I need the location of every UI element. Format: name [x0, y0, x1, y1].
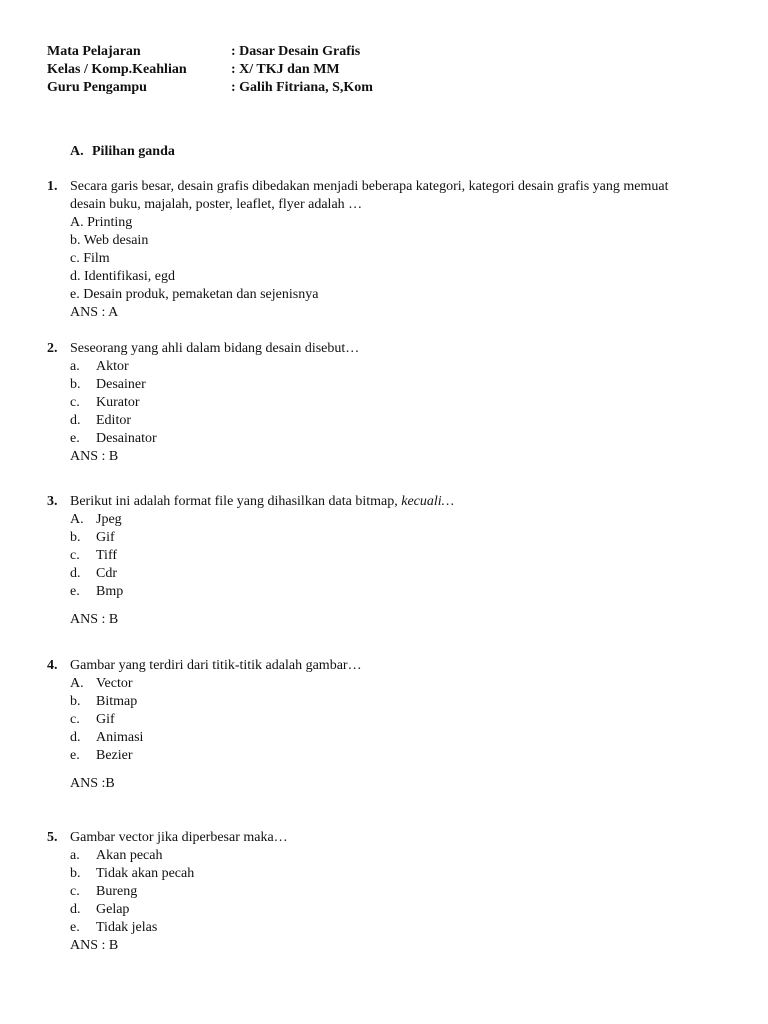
option-letter: c.: [70, 395, 80, 410]
subject-value: : Dasar Desain Grafis: [231, 44, 361, 59]
option-letter: d.: [70, 269, 81, 284]
option-letter: b.: [70, 377, 81, 392]
option-letter: b.: [70, 233, 81, 248]
question-number: 5.: [47, 830, 58, 845]
option-letter: A.: [70, 512, 84, 527]
option-c: [70, 250, 707, 268]
option-letter: d.: [70, 566, 81, 581]
option-text: Desainator: [96, 431, 157, 446]
question-text: Gambar vector jika diperbesar maka…: [70, 830, 288, 845]
question-text-main: Berikut ini adalah format file yang dihasilkan data bitmap,: [70, 494, 398, 509]
question-number: 2.: [47, 341, 58, 356]
option-a: [70, 214, 707, 232]
header-row-class: [47, 61, 373, 79]
question-5: [47, 829, 707, 955]
option-a: [70, 675, 707, 693]
option-c: [70, 711, 707, 729]
answer-key: ANS : B: [70, 449, 119, 464]
option-text: Bitmap: [96, 694, 138, 709]
option-text: Tidak jelas: [96, 920, 158, 935]
option-text: Tidak akan pecah: [96, 866, 195, 881]
option-d: [70, 412, 707, 430]
option-e: [70, 919, 707, 937]
option-a: [70, 358, 707, 376]
teacher-label: Guru Pengampu: [47, 80, 147, 95]
question-3: [47, 493, 707, 629]
option-a: [70, 511, 707, 529]
option-b: [70, 693, 707, 711]
option-letter: e.: [70, 584, 80, 599]
option-d: [70, 729, 707, 747]
option-b: [70, 232, 707, 250]
option-letter: c.: [70, 251, 80, 266]
option-text: Vector: [96, 676, 133, 691]
answer-key: ANS : A: [70, 305, 119, 320]
option-e: [70, 747, 707, 765]
option-letter: b.: [70, 530, 81, 545]
option-text: Printing: [87, 215, 133, 230]
option-text: Bureng: [96, 884, 138, 899]
answer-key: ANS : B: [70, 938, 119, 953]
question-text-italic: kecuali…: [401, 494, 455, 509]
option-e: [70, 583, 707, 601]
option-text: Bezier: [96, 748, 133, 763]
option-d: [70, 901, 707, 919]
option-e: [70, 430, 707, 448]
option-letter: d.: [70, 902, 81, 917]
option-text: Kurator: [96, 395, 140, 410]
option-text: Desain produk, pemaketan dan sejenisnya: [83, 287, 319, 302]
question-1: [47, 178, 707, 322]
option-text: Gif: [96, 712, 115, 727]
question-number: 4.: [47, 658, 58, 673]
question-text: [70, 493, 707, 511]
option-c: [70, 394, 707, 412]
class-label: Kelas / Komp.Keahlian: [47, 62, 187, 77]
option-letter: b.: [70, 694, 81, 709]
option-letter: A.: [70, 215, 84, 230]
question-number: 1.: [47, 179, 58, 194]
option-text: Gif: [96, 530, 115, 545]
option-text: Akan pecah: [96, 848, 163, 863]
question-text: Gambar yang terdiri dari titik-titik adalah gambar…: [70, 658, 362, 673]
question-4: [47, 657, 707, 793]
option-letter: e.: [70, 748, 80, 763]
option-letter: b.: [70, 866, 81, 881]
section-title: [70, 143, 175, 161]
answer-key: ANS : B: [70, 612, 119, 627]
answer-key: ANS :B: [70, 776, 115, 791]
teacher-value: : Galih Fitriana, S,Kom: [231, 80, 373, 95]
option-text: Identifikasi, egd: [84, 269, 175, 284]
option-letter: d.: [70, 413, 81, 428]
option-a: [70, 847, 707, 865]
header-row-subject: [47, 43, 373, 61]
option-text: Gelap: [96, 902, 130, 917]
option-b: [70, 376, 707, 394]
header-row-teacher: [47, 79, 373, 97]
option-letter: c.: [70, 712, 80, 727]
option-text: Editor: [96, 413, 131, 428]
section-letter: A.: [70, 144, 84, 159]
option-letter: e.: [70, 431, 80, 446]
question-number: 3.: [47, 494, 58, 509]
subject-label: Mata Pelajaran: [47, 44, 141, 59]
option-text: Desainer: [96, 377, 146, 392]
question-2: [47, 340, 707, 466]
option-letter: a.: [70, 848, 80, 863]
question-text: Seseorang yang ahli dalam bidang desain disebut…: [70, 341, 360, 356]
option-letter: A.: [70, 676, 84, 691]
option-text: Web desain: [83, 233, 149, 248]
option-c: [70, 883, 707, 901]
option-b: [70, 529, 707, 547]
option-d: [70, 268, 707, 286]
option-text: Aktor: [96, 359, 129, 374]
option-letter: e.: [70, 920, 80, 935]
option-text: Bmp: [96, 584, 124, 599]
option-c: [70, 547, 707, 565]
option-text: Cdr: [96, 566, 117, 581]
option-e: [70, 286, 707, 304]
option-text: Tiff: [96, 548, 118, 563]
option-letter: d.: [70, 730, 81, 745]
option-b: [70, 865, 707, 883]
question-text: Secara garis besar, desain grafis dibedakan menjadi beberapa kategori, kategori desain grafis yang memuat desain buku, majalah, poster, leaflet, flyer adalah …: [70, 179, 669, 212]
option-letter: e.: [70, 287, 80, 302]
option-text: Animasi: [96, 730, 144, 745]
option-d: [70, 565, 707, 583]
option-text: Jpeg: [96, 512, 122, 527]
class-value: : X/ TKJ dan MM: [231, 62, 340, 77]
option-letter: c.: [70, 548, 80, 563]
option-text: Film: [83, 251, 110, 266]
option-letter: a.: [70, 359, 80, 374]
document-header: [47, 43, 373, 97]
section-title-text: Pilihan ganda: [92, 144, 175, 159]
option-letter: c.: [70, 884, 80, 899]
